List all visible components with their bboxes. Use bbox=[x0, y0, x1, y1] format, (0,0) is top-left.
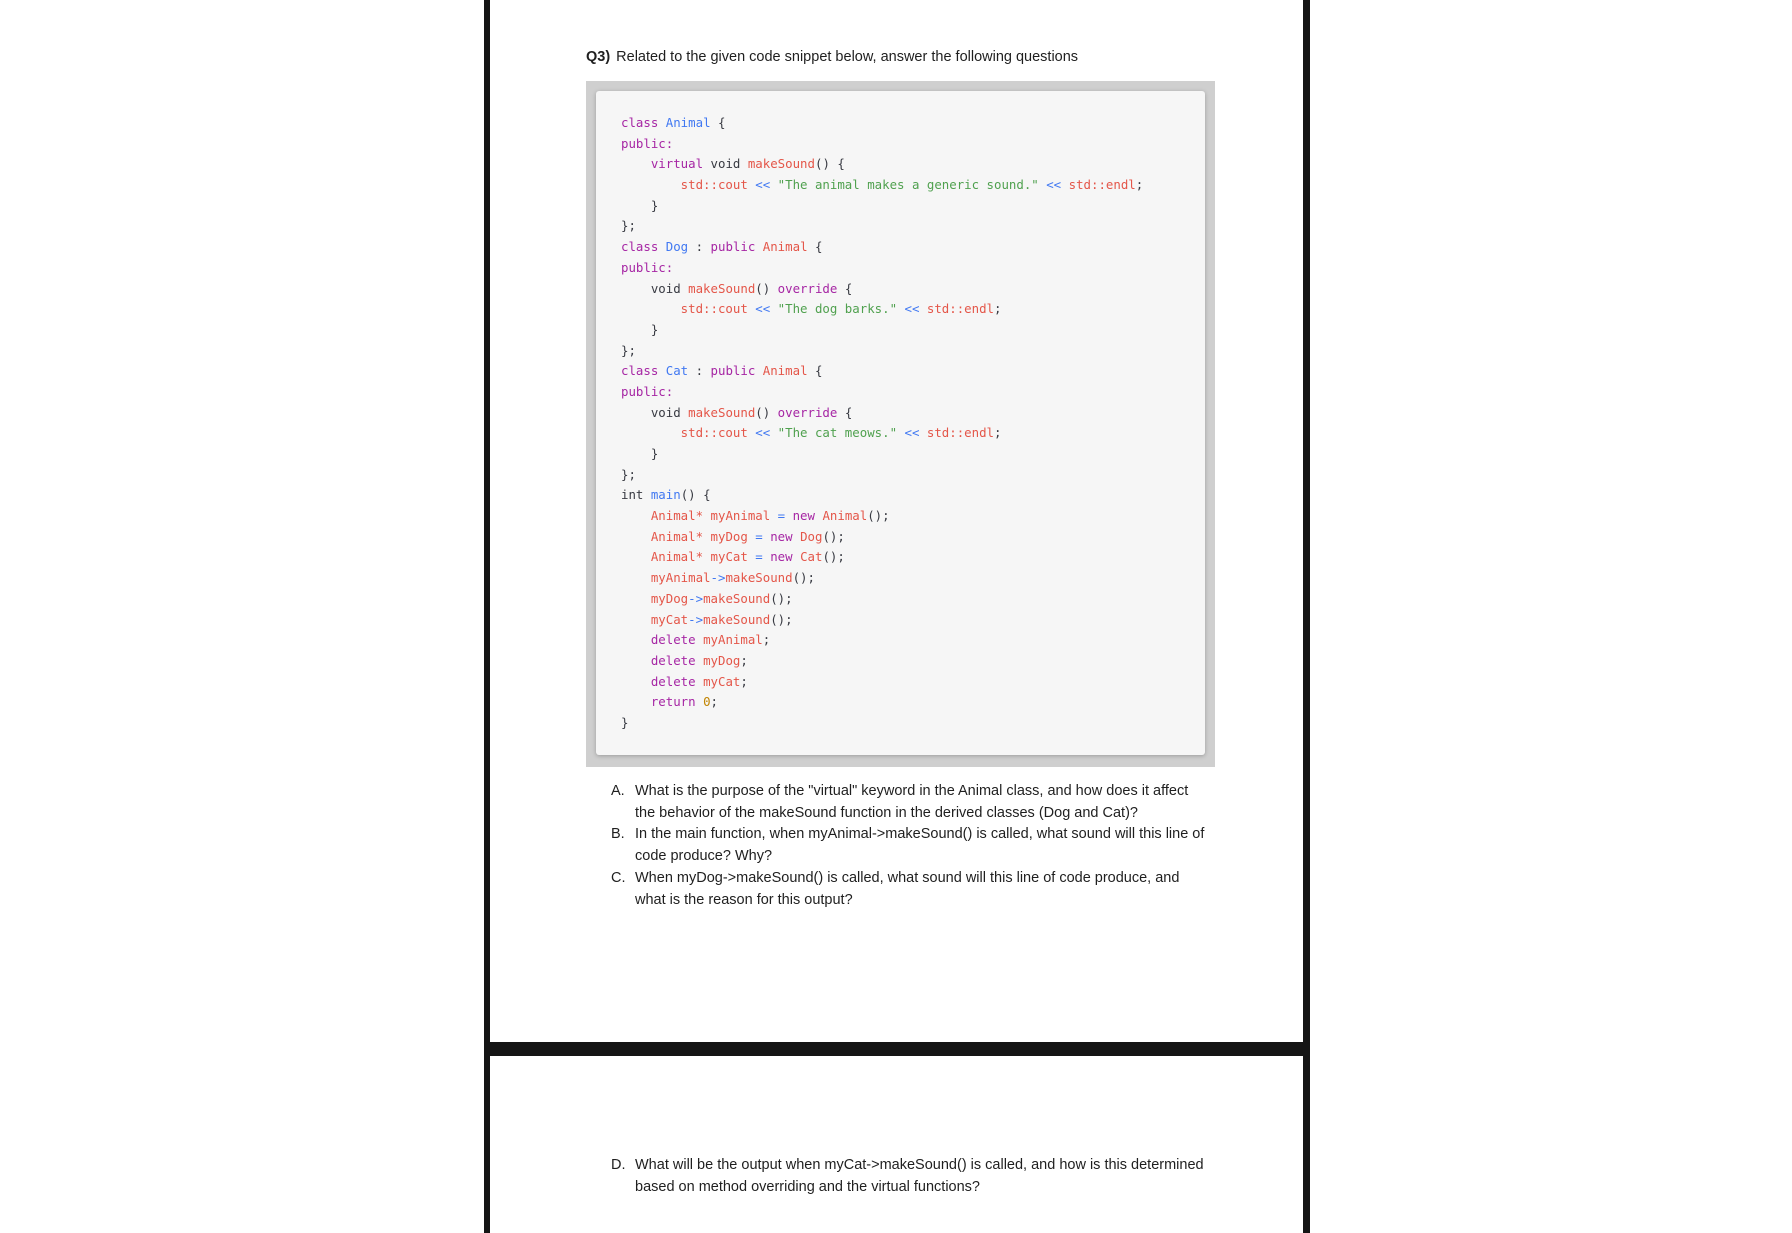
code-token: myCat bbox=[703, 673, 741, 689]
sub-question-text: What will be the output when myCat->makeSound() is called, and how is this determined based on method overriding and the virtual functions? bbox=[635, 1157, 1204, 1195]
code-token: main bbox=[650, 487, 681, 503]
code-token: std::endl bbox=[1068, 177, 1136, 193]
code-line bbox=[621, 361, 1143, 382]
code-token: { bbox=[807, 363, 823, 379]
code-token: public: bbox=[621, 383, 674, 399]
sub-question-text: What is the purpose of the "virtual" keyword in the Animal class, and how does it affect the behavior of the makeSound function in the derived classes (Dog and Cat)? bbox=[635, 783, 1189, 821]
code-line bbox=[621, 154, 1143, 175]
code-line bbox=[621, 630, 1143, 651]
code-token: (); bbox=[770, 590, 793, 606]
code-token: = bbox=[777, 508, 793, 524]
code-token: class bbox=[621, 115, 666, 130]
code-token: delete bbox=[621, 632, 704, 648]
code-token: } bbox=[621, 446, 659, 461]
code-token: { bbox=[807, 239, 823, 255]
code-token: << bbox=[1038, 177, 1069, 193]
question-heading bbox=[586, 49, 1078, 65]
code-line bbox=[621, 382, 1143, 403]
code-line bbox=[621, 465, 1143, 486]
code-token: Animal bbox=[762, 239, 808, 255]
code-token: std::endl bbox=[926, 301, 995, 317]
code-token: () bbox=[755, 280, 778, 296]
code-line bbox=[621, 651, 1143, 672]
code-token: } bbox=[621, 197, 659, 213]
code-token: () { bbox=[814, 156, 845, 172]
code-line bbox=[621, 258, 1143, 279]
code-token: class bbox=[621, 363, 666, 379]
code-line bbox=[621, 610, 1143, 631]
code-token: (); bbox=[822, 528, 845, 544]
code-snippet-frame bbox=[586, 81, 1215, 767]
code-line bbox=[621, 341, 1143, 362]
code-token: delete bbox=[621, 673, 704, 689]
code-line bbox=[621, 713, 1143, 734]
code-token: new bbox=[792, 508, 823, 524]
code-token: }; bbox=[621, 342, 636, 358]
code-token: Animal* bbox=[621, 508, 711, 524]
code-token: (); bbox=[867, 508, 890, 524]
code-token: void bbox=[710, 156, 748, 172]
code-token: std::cout bbox=[621, 177, 756, 193]
code-token: std::cout bbox=[621, 301, 756, 317]
code-token: -> bbox=[710, 570, 726, 586]
sub-question-marker: A. bbox=[611, 783, 625, 799]
code-token: override bbox=[777, 280, 838, 296]
code-token: (); bbox=[792, 570, 815, 586]
code-line bbox=[621, 506, 1143, 527]
code-line bbox=[621, 113, 1143, 134]
code-token: makeSound bbox=[703, 611, 771, 627]
sub-question-marker: B. bbox=[611, 826, 625, 843]
code-token: makeSound bbox=[688, 404, 756, 420]
code-token: }; bbox=[621, 466, 636, 482]
code-token: public: bbox=[621, 135, 674, 151]
code-token: : bbox=[688, 239, 711, 255]
code-token: Dog bbox=[800, 528, 823, 544]
code-token: makeSound bbox=[725, 570, 793, 586]
sub-question bbox=[608, 781, 1208, 824]
code-line bbox=[621, 403, 1143, 424]
code-token: myCat bbox=[710, 549, 756, 565]
code-line bbox=[621, 672, 1143, 693]
code-token: "The cat meows." bbox=[777, 425, 898, 441]
sub-question bbox=[608, 868, 1208, 911]
code-token: ; bbox=[1135, 177, 1144, 193]
code-token: : bbox=[688, 363, 711, 379]
code-line bbox=[621, 279, 1143, 300]
code-token: ; bbox=[740, 673, 748, 689]
code-line bbox=[621, 423, 1143, 444]
code-line bbox=[621, 320, 1143, 341]
code-token: Animal* bbox=[621, 528, 711, 544]
code-token: std::endl bbox=[926, 425, 995, 441]
code-token: Cat bbox=[665, 363, 689, 379]
code-line bbox=[621, 196, 1143, 217]
code-token: public: bbox=[621, 259, 674, 275]
page-separator bbox=[484, 1042, 1310, 1056]
code-line bbox=[621, 568, 1143, 589]
code-token: << bbox=[897, 425, 927, 441]
code-token: ; bbox=[740, 652, 748, 668]
code-token: myAnimal bbox=[621, 570, 711, 586]
code-token: std::cout bbox=[621, 425, 756, 441]
question-text: Related to the given code snippet below, answer the following questions bbox=[616, 49, 1079, 65]
code-token: } bbox=[621, 321, 659, 337]
code-line bbox=[621, 216, 1143, 237]
code-token: public bbox=[710, 363, 763, 379]
code-token: ; bbox=[994, 425, 1002, 441]
code-token: (); bbox=[822, 549, 845, 565]
code-token: -> bbox=[688, 590, 704, 606]
code-lines bbox=[621, 113, 1143, 734]
code-line bbox=[621, 237, 1143, 258]
code-line bbox=[621, 692, 1143, 713]
sub-question-list bbox=[608, 781, 1208, 911]
sub-question-text: When myDog->makeSound() is called, what sound will this line of code produce, and what is the reason for this output? bbox=[635, 869, 1180, 908]
code-token: } bbox=[621, 714, 629, 730]
code-token: myCat bbox=[621, 611, 689, 627]
code-token: "The animal makes a generic sound." bbox=[777, 177, 1039, 193]
code-token: ; bbox=[994, 301, 1002, 317]
code-token: myAnimal bbox=[710, 508, 778, 524]
code-token: return bbox=[621, 694, 704, 710]
code-token: myDog bbox=[710, 528, 756, 544]
sub-question-marker: D. bbox=[611, 1157, 626, 1173]
code-token: class bbox=[621, 239, 666, 255]
question-number: Q3) bbox=[586, 49, 611, 65]
code-token: () bbox=[755, 404, 778, 420]
code-token: virtual bbox=[621, 156, 711, 172]
sub-question-marker: C. bbox=[611, 869, 626, 886]
code-token: delete bbox=[621, 652, 704, 668]
code-token: 0 bbox=[703, 694, 711, 710]
code-token: -> bbox=[688, 611, 704, 627]
code-token: makeSound bbox=[747, 156, 815, 172]
code-token: Animal* bbox=[621, 549, 711, 565]
code-token: () { bbox=[680, 487, 711, 503]
sub-question-text: In the main function, when myAnimal->makeSound() is called, what sound will this line of code produce? Why? bbox=[635, 826, 1205, 865]
code-line bbox=[621, 527, 1143, 548]
code-line bbox=[621, 175, 1143, 196]
sub-question bbox=[608, 824, 1208, 867]
code-line bbox=[621, 299, 1143, 320]
code-line bbox=[621, 547, 1143, 568]
code-token: ; bbox=[762, 632, 771, 648]
code-token: void bbox=[621, 280, 689, 296]
code-token: Dog bbox=[665, 239, 689, 255]
code-token: { bbox=[837, 280, 853, 296]
code-token: myDog bbox=[621, 590, 689, 606]
code-line bbox=[621, 444, 1143, 465]
code-token: myDog bbox=[703, 652, 741, 668]
code-token: << bbox=[755, 177, 778, 193]
code-token: new bbox=[770, 549, 801, 565]
code-token: void bbox=[621, 404, 689, 420]
code-token: { bbox=[710, 115, 726, 130]
code-token: "The dog barks." bbox=[777, 301, 898, 317]
code-token: myAnimal bbox=[703, 632, 763, 648]
code-token: << bbox=[755, 301, 778, 317]
sub-question-d bbox=[608, 1155, 1208, 1198]
code-token: new bbox=[770, 528, 801, 544]
code-token: = bbox=[755, 528, 771, 544]
code-token: }; bbox=[621, 218, 636, 234]
code-token: Animal bbox=[762, 363, 808, 379]
code-token: (); bbox=[770, 611, 793, 627]
code-token: = bbox=[755, 549, 771, 565]
code-token: int bbox=[621, 487, 651, 503]
code-token: Animal bbox=[665, 115, 711, 130]
code-line bbox=[621, 485, 1143, 506]
code-token: Cat bbox=[800, 549, 823, 565]
code-token: << bbox=[897, 301, 927, 317]
code-line bbox=[621, 589, 1143, 610]
code-line bbox=[621, 134, 1143, 155]
code-token: override bbox=[777, 404, 838, 420]
code-token: makeSound bbox=[703, 590, 771, 606]
code-token: Animal bbox=[822, 508, 868, 524]
code-snippet bbox=[596, 91, 1205, 755]
code-token: << bbox=[755, 425, 778, 441]
code-token: public bbox=[710, 239, 763, 255]
code-token: ; bbox=[710, 694, 718, 710]
code-token: { bbox=[837, 404, 853, 420]
code-token: makeSound bbox=[688, 280, 756, 296]
